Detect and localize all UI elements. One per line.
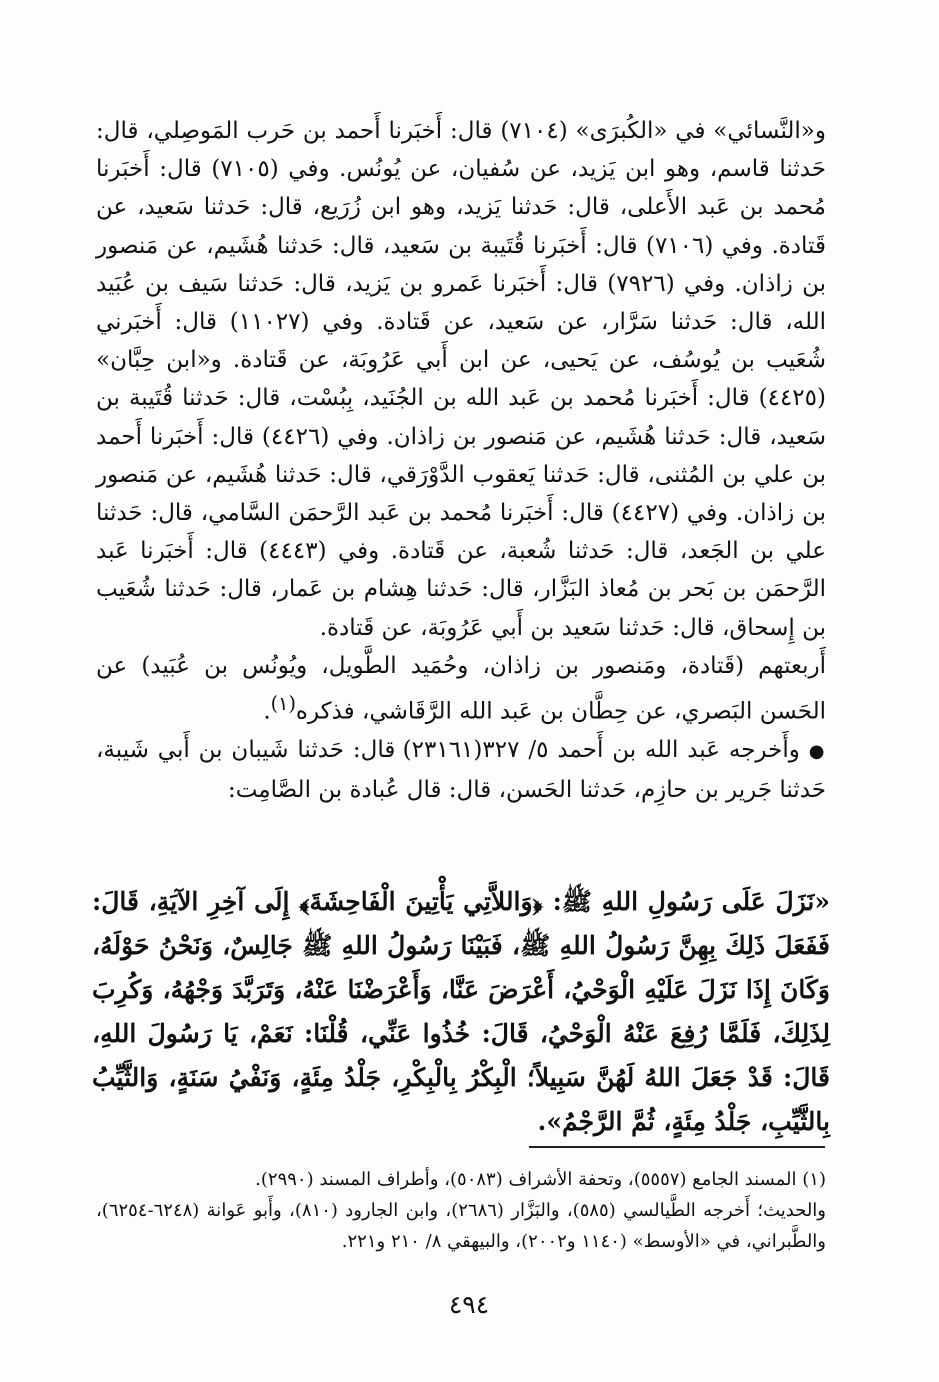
footnote-reference[interactable]: (١) [270,692,296,716]
footnote-divider [529,1146,825,1148]
paragraph-sources: و«النَّسائي» في «الكُبرَى» (٧١٠٤) قال: أَخبَرنا أَحمد بن حَرب المَوصِلي، قال: حَدثنا قاسم، وهو ابن يَزيد، عن سُفيان، عن يُونُس. وفي (٧١٠٥) قال: أَخبَرنا مُحمد بن عَبد الأَعلى، قال: حَدثنا يَزيد، وهو ابن زُرَيع، قال: حَدثنا سَعيد، عن قَتادة. وفي (٧١٠٦) قال: أَخبَرنا قُتَيبة بن سَعيد، قال: حَدثنا هُشَيم، عن مَنصور بن زاذان. وفي (٧٩٢٦) قال: أَخبَرنا عَمرو بن يَزيد، قال: حَدثنا سَيف بن عُبَيد الله، قال: حَدثنا سَرَّار، عن سَعيد، عن قَتادة. وفي (١١٠٢٧) قال: أَخبَرني شُعَيب بن يُوسُف، عن يَحيى، عن ابن أَبي عَرُوبَة، عن قَتادة. و«ابن حِبَّان» (٤٤٢٥) قال: أَخبَرنا مُحمد بن عَبد الله بن الجُنَيد، بِبُسْت، قال: حَدثنا قُتَيبة بن سَعيد، قال: حَدثنا هُشَيم، عن مَنصور بن زاذان. وفي (٤٤٢٦) قال: أَخبَرنا أَحمد بن علي بن المُثنى، قال: حَدثنا يَعقوب الدَّوْرَقي، قال: حَدثنا هُشَيم، عن مَنصور بن زاذان. وفي (٤٤٢٧) قال: أَخبَرنا مُحمد بن عَبد الرَّحمَن السَّامي، قال: حَدثنا علي بن الجَعد، قال: حَدثنا شُعبة، عن قَتادة. وفي (٤٤٤٣) قال: أَخبَرنا عَبد الرَّحمَن بن بَحر بن مُعاذ البَزَّار، قال: حَدثنا هِشام بن عَمار، قال: حَدثنا شُعَيب بن إِسحاق، قال: حَدثنا سَعيد بن أَبي عَرُوبَة، عن قَتادة. [96,118,826,641]
bullet-icon: ● [808,740,826,762]
page-number: ٤٩٤ [448,1290,490,1319]
main-text [96,112,826,809]
hadith-text: «نَزَلَ عَلَى رَسُولِ اللهِ ﷺ: ﴿وَاللاَّتِي يَأْتِينَ الْفَاحِشَةَ﴾ إِلَى آخِرِ الآيَةِ، قَالَ: فَفَعَلَ ذَلِكَ بِهِنَّ رَسُولُ اللهِ ﷺ، فَبَيْنَا رَسُولُ اللهِ ﷺ جَالِسٌ، وَنَحْنُ حَوْلَهُ، وَكَانَ إِذَا نَزَلَ عَلَيْهِ الْوَحْيُ، أَعْرَضَ عَنَّا، وَأَعْرَضْنَا عَنْهُ، وَتَرَبَّدَ وَجْهُهُ، وَكُرِبَ لِذَلِكَ، فَلَمَّا رُفِعَ عَنْهُ الْوَحْيُ، قَالَ: خُذُوا عَنِّي، قُلْنَا: نَعَمْ، يَا رَسُولَ اللهِ، قَالَ: قَدْ جَعَلَ اللهُ لَهُنَّ سَبِيلاً؛ الْبِكْرُ بِالْبِكْرِ، جَلْدُ مِئَةٍ، وَنَفْيُ سَنَةٍ، وَالثَّيِّبُ بِالثَّيِّبِ، جَلْدُ مِئَةٍ، ثُمَّ الرَّجْمُ». [92,887,830,1136]
footnote-1: (١) المسند الجامع (٥٥٥٧)، وتحفة الأشراف (٥٠٨٣)، وأطراف المسند (٢٩٩٠). [255,1169,826,1190]
paragraph-abdullah-ahmad-text: وأَخرجه عَبد الله بن أَحمد ٥/ ٣٢٧(٢٣١٦١) قال: حَدثنا شَيبان بن أَبي شَيبة، حَدثنا جَرير بن حازِم، حَدثنا الحَسن، قال: قال عُبادة بن الصَّامِت: [96,736,826,804]
paragraph-narrators: أَربعتهم (قَتادة، ومَنصور بن زاذان، وحُمَيد الطَّويل، ويُونُس بن عُبَيد) عن الحَسن البَصري، عن حِطَّان بن عَبد الله الرَّقَاشي، فذكره$^{(١)}$. [96,652,826,725]
paragraph-abdullah-ahmad [96,731,826,809]
footnotes [96,1164,826,1257]
footnote-1-continued: والحديث؛ أَخرجه الطَّيالسي (٥٨٥)، والبَزَّار (٢٦٨٦)، وابن الجارود (٨١٠)، وأَبو عَوانة (٦٢٤٨-٦٢٥٤)، والطَّبراني، في «الأوسط» (١١٤٠ و٢٠٠٢)، والبيهقي ٨/ ٢١٠ و٢٢١. [96,1200,826,1252]
paragraph-narrators-text: أَربعتهم (قَتادة، ومَنصور بن زاذان، وحُمَيد الطَّويل، ويُونُس بن عُبَيد) عن الحَسن البَصري، عن حِطَّان بن عَبد الله الرَّقَاشي، فذكره [96,652,826,725]
